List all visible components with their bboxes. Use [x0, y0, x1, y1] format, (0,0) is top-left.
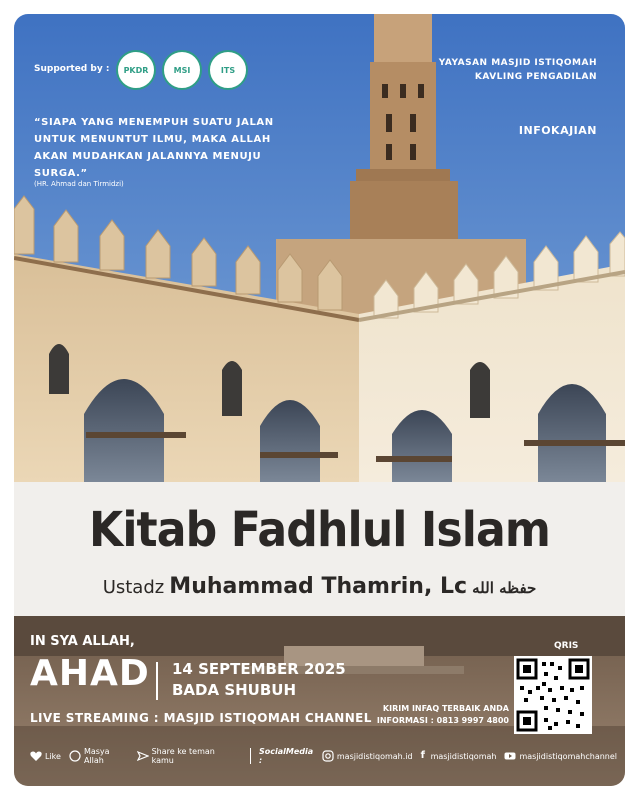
- insya-allah-text: IN SYA ALLAH,: [30, 634, 135, 649]
- youtube-icon: [504, 750, 516, 762]
- qris-label: QRIS: [554, 641, 579, 651]
- event-date: 14 SEPTEMBER 2025: [172, 660, 346, 678]
- sponsor-logo-3: ITS: [208, 50, 248, 90]
- speaker-name: Muhammad Thamrin, Lc: [169, 574, 468, 599]
- social-media-label: SocialMedia :: [259, 747, 314, 765]
- like-button[interactable]: Like: [30, 750, 61, 762]
- event-datetime: [172, 659, 346, 701]
- masya-allah-button[interactable]: Masya Allah: [69, 747, 129, 765]
- speaker-line: [14, 574, 625, 599]
- facebook-icon: f: [420, 750, 425, 761]
- youtube-link[interactable]: masjidistiqomahchannel: [504, 750, 617, 762]
- day-divider: [156, 662, 158, 700]
- speaker-prefix: Ustadz: [102, 577, 165, 598]
- social-bar: [30, 747, 625, 765]
- hadith-reference: (HR. Ahmad dan Tirmidzi): [34, 180, 124, 188]
- infaq-info: KIRIM INFAQ TERBAIK ANDA INFORMASI : 0813 9997 4800: [376, 704, 509, 725]
- instagram-link[interactable]: masjidistiqomah.id: [322, 750, 413, 762]
- event-time: BADA SHUBUH: [172, 681, 297, 699]
- mosque-illustration: [14, 14, 625, 482]
- social-divider: [250, 748, 251, 764]
- event-day: AHAD: [30, 653, 150, 694]
- share-icon: [137, 750, 149, 762]
- hadith-quote: “SIAPA YANG MENEMPUH SUATU JALAN UNTUK MENUNTUT ILMU, MAKA ALLAH AKAN MUDAHKAN JALANNYA MENUJU SURGA.”: [34, 117, 274, 179]
- sponsor-logo-1: PKDR: [116, 50, 156, 90]
- qr-pattern: [514, 656, 592, 734]
- infokajian-label: INFOKAJIAN: [518, 124, 597, 137]
- organizer-name: YAYASAN MASJID ISTIQOMAH KAVLING PENGADILAN: [438, 58, 597, 82]
- chat-bubble-icon: [69, 750, 81, 762]
- poster: [14, 14, 625, 786]
- sponsor-logo-2: MSI: [162, 50, 202, 90]
- heart-icon: [30, 750, 42, 762]
- event-title: Kitab Fadhlul Islam: [89, 502, 550, 558]
- facebook-link[interactable]: f masjidistiqomah: [420, 750, 497, 761]
- instagram-icon: [322, 750, 334, 762]
- supported-by-label: Supported by :: [34, 64, 110, 74]
- hero-photo: [14, 14, 625, 482]
- live-streaming-text: LIVE STREAMING : MASJID ISTIQOMAH CHANNEL: [30, 711, 372, 725]
- qr-code[interactable]: [514, 656, 592, 734]
- speaker-honorific: حفظه الله: [472, 579, 537, 597]
- share-button[interactable]: Share ke teman kamu: [137, 747, 234, 765]
